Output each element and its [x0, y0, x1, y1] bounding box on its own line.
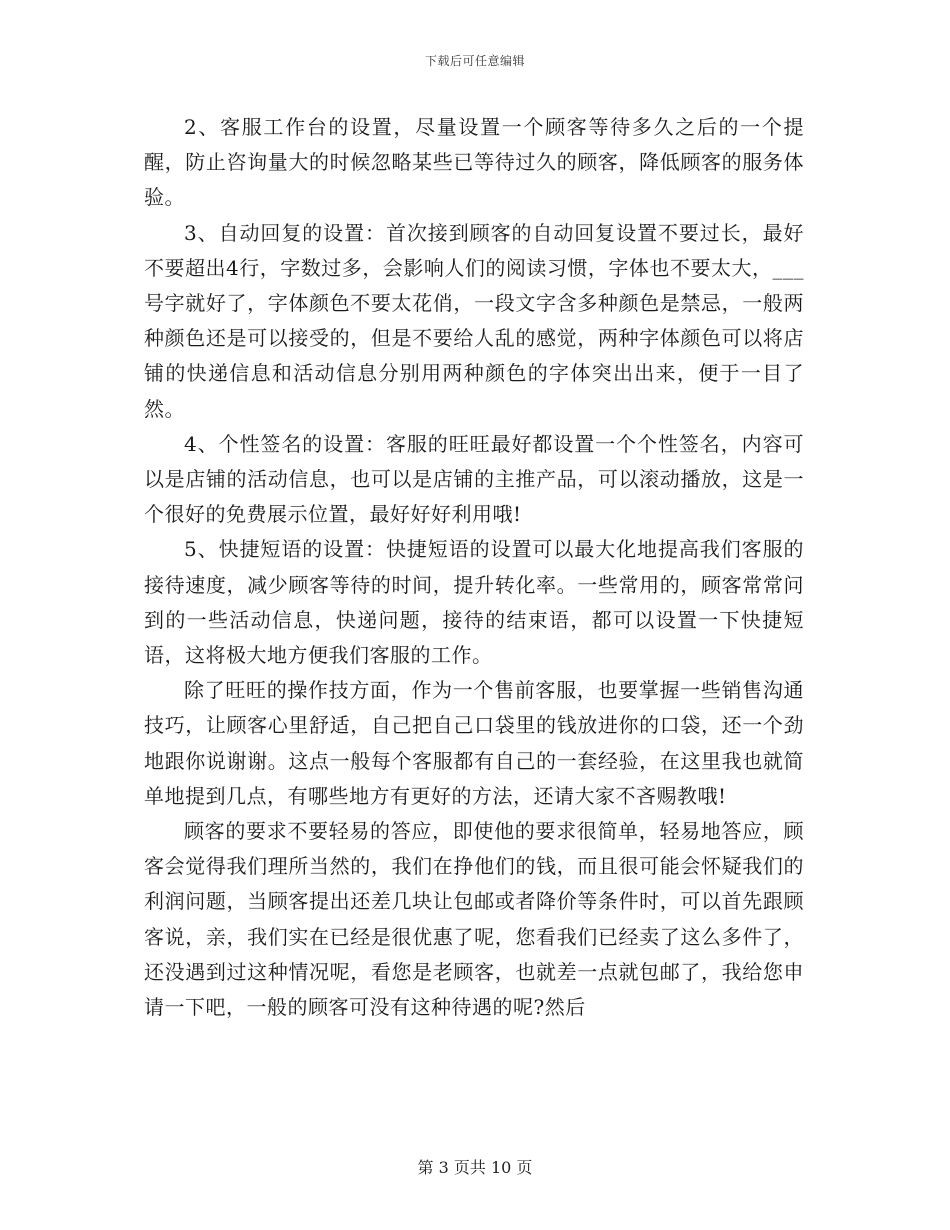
paragraph-quick-phrase-setting: 5、快捷短语的设置：快捷短语的设置可以最大化地提高我们客服的接待速度，减少顾客等待的时间，提升转化率。一些常用的，顾客常常问到的一些活动信息，快递问题，接待的结束语，都可以设置一下快捷短语，这将极大地方便我们客服的工作。 [144, 537, 804, 668]
document-body [144, 110, 804, 1025]
paragraph-sales-skills: 除了旺旺的操作技方面，作为一个售前客服，也要掌握一些销售沟通技巧，让顾客心里舒适，自己把自己口袋里的钱放进你的口袋，还一个劲地跟你说谢谢。这点一般每个客服都有自己的一套经验，在这里我也就简单地提到几点，有哪些地方有更好的方法，还请大家不吝赐教哦! [144, 678, 804, 808]
paragraph-workbench-setting: 2、客服工作台的设置，尽量设置一个顾客等待多久之后的一个提醒，防止咨询量大的时候忽略某些已等待过久的顾客，降低顾客的服务体验。 [144, 115, 804, 210]
paragraph-customer-requests: 顾客的要求不要轻易的答应，即使他的要求很简单，轻易地答应，顾客会觉得我们理所当然的，我们在挣他们的钱，而且很可能会怀疑我们的利润问题，当顾客提出还差几块让包邮或者降价等条件时，可以首先跟顾客说，亲，我们实在已经是很优惠了呢，您看我们已经卖了这么多件了，还没遇到过这种情况呢，看您是老顾客，也就差一点就包邮了，我给您申请一下吧，一般的顾客可没有这种待遇的呢?然后 [144, 819, 804, 1020]
page-header-note: 下载后可任意编辑 [424, 54, 525, 68]
paragraph-signature-setting: 4、个性签名的设置：客服的旺旺最好都设置一个个性签名，内容可以是店铺的活动信息，也可以是店铺的主推产品，可以滚动播放，这是一个很好的免费展示位置，最好好好利用哦! [144, 431, 804, 527]
page-number: 第 3 页共 10 页 [417, 1158, 533, 1177]
paragraph-auto-reply-setting: 3、自动回复的设置：首次接到顾客的自动回复设置不要过长，最好不要超出4行，字数过多，会影响人们的阅读习惯，字体也不要太大，___号字就好了，字体颜色不要太花俏，一段文字含多种颜色是禁忌，一般两种颜色还是可以接受的，但是不要给人乱的感觉，两种字体颜色可以将店铺的快递信息和活动信息分别用两种颜色的字体突出出来，便于一目了然。 [144, 220, 804, 421]
